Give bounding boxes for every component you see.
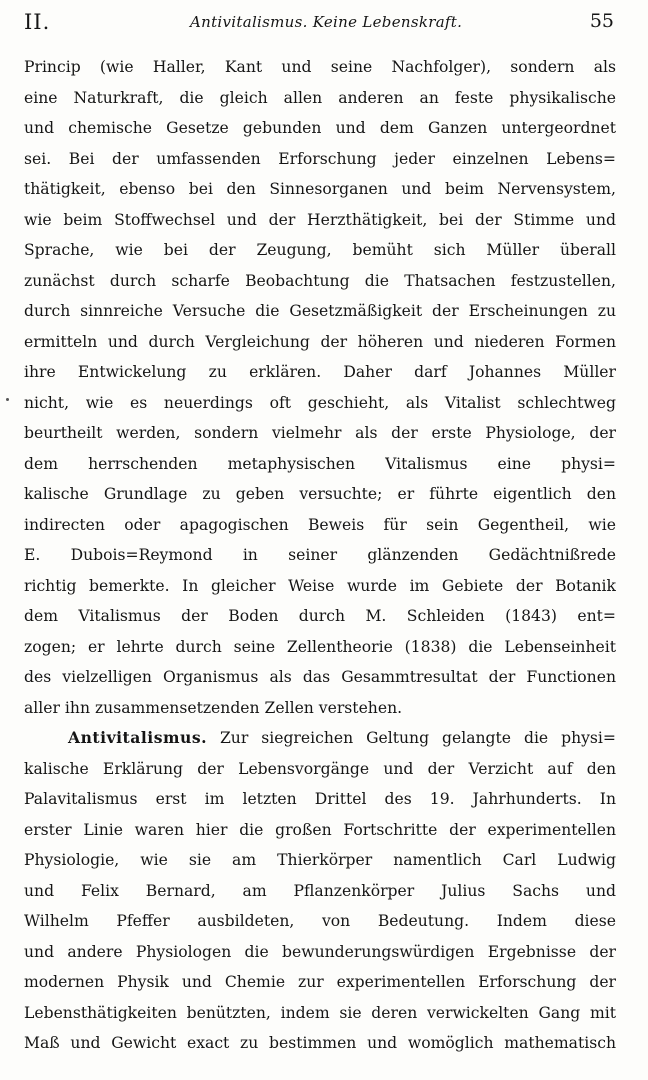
- text-line: Palavitalismus erst im letzten Drittel des 19. Jahrhunderts. In: [24, 790, 616, 808]
- text-line: beurtheilt werden, sondern vielmehr als der erste Physiologe, der: [24, 424, 616, 442]
- text-line-last: aller ihn zusammensetzenden Zellen verstehen.: [24, 698, 403, 717]
- text-line: kalische Grundlage zu geben versuchte; er führte eigentlich den: [24, 485, 616, 503]
- text-line: dem Vitalismus der Boden durch M. Schleiden (1843) ent=: [24, 607, 616, 625]
- text-line: E. Dubois=Reymond in seiner glänzenden Gedächtnißrede: [24, 546, 616, 564]
- text-line: wie beim Stoffwechsel und der Herzthätigkeit, bei der Stimme und: [24, 210, 616, 229]
- text-line: Sprache, wie bei der Zeugung, bemüht sich Müller überall: [24, 241, 616, 259]
- text-line: ihre Entwickelung zu erklären. Daher darf Johannes Müller: [24, 363, 616, 381]
- section-heading: Antivitalismus.: [68, 728, 208, 747]
- text-line: eine Naturkraft, die gleich allen anderen an feste physikalische: [24, 88, 616, 107]
- text-line: thätigkeit, ebenso bei den Sinnesorganen und beim Nervensystem,: [24, 180, 616, 198]
- text-line: richtig bemerkte. In gleicher Weise wurde im Gebiete der Botanik: [24, 576, 616, 595]
- text-line: Wilhelm Pfeffer ausbildeten, von Bedeutung. Indem diese: [24, 912, 616, 930]
- text-line: ermitteln und durch Vergleichung der höheren und niederen Formen: [24, 332, 616, 351]
- text-line: und Felix Bernard, am Pflanzenkörper Julius Sachs und: [24, 881, 616, 900]
- text-line: kalische Erklärung der Lebensvorgänge und der Verzicht auf den: [24, 759, 616, 778]
- text-line: durch sinnreiche Versuche die Gesetzmäßigkeit der Erscheinungen zu: [24, 302, 616, 320]
- ink-speck: [6, 398, 9, 401]
- text-line: zunächst durch scharfe Beobachtung die Thatsachen festzustellen,: [24, 271, 616, 290]
- text-line: modernen Physik und Chemie zur experimentellen Erforschung der: [24, 973, 616, 991]
- text-line: und andere Physiologen die bewunderungswürdigen Ergebnisse der: [24, 942, 616, 961]
- text-line: nicht, wie es neuerdings oft geschieht, als Vitalist schlechtweg: [24, 393, 616, 412]
- text-line: erster Linie waren hier die großen Fortschritte der experimentellen: [24, 820, 616, 839]
- text-line: Lebensthätigkeiten benützten, indem sie deren verwickelten Gang mit: [24, 1003, 616, 1022]
- text-line: indirecten oder apagogischen Beweis für sein Gegentheil, wie: [24, 515, 616, 534]
- page-number: 55: [589, 10, 614, 32]
- paragraph-first-line: [24, 723, 616, 754]
- text-line: Maß und Gewicht exact zu bestimmen und womöglich mathematisch: [24, 1034, 616, 1052]
- running-title: Antivitalismus. Keine Lebenskraft.: [190, 13, 463, 31]
- text-line: sei. Bei der umfassenden Erforschung jeder einzelnen Lebens=: [24, 149, 616, 168]
- text-line: und chemische Gesetze gebunden und dem Ganzen untergeordnet: [24, 119, 616, 137]
- paragraph-first-line-rest: Zur siegreichen Geltung gelangte die physi=: [219, 729, 616, 747]
- text-line: dem herrschenden metaphysischen Vitalismus eine physi=: [24, 454, 616, 473]
- text-line: zogen; er lehrte durch seine Zellentheorie (1838) die Lebenseinheit: [24, 637, 616, 656]
- chapter-number: II.: [24, 10, 51, 34]
- text-line: des vielzelligen Organismus als das Gesammtresultat der Functionen: [24, 668, 616, 686]
- running-header: [24, 6, 614, 36]
- text-line: Physiologie, wie sie am Thierkörper namentlich Carl Ludwig: [24, 851, 616, 869]
- body-text: [24, 52, 616, 1059]
- text-line: Princip (wie Haller, Kant und seine Nachfolger), sondern als: [24, 58, 616, 76]
